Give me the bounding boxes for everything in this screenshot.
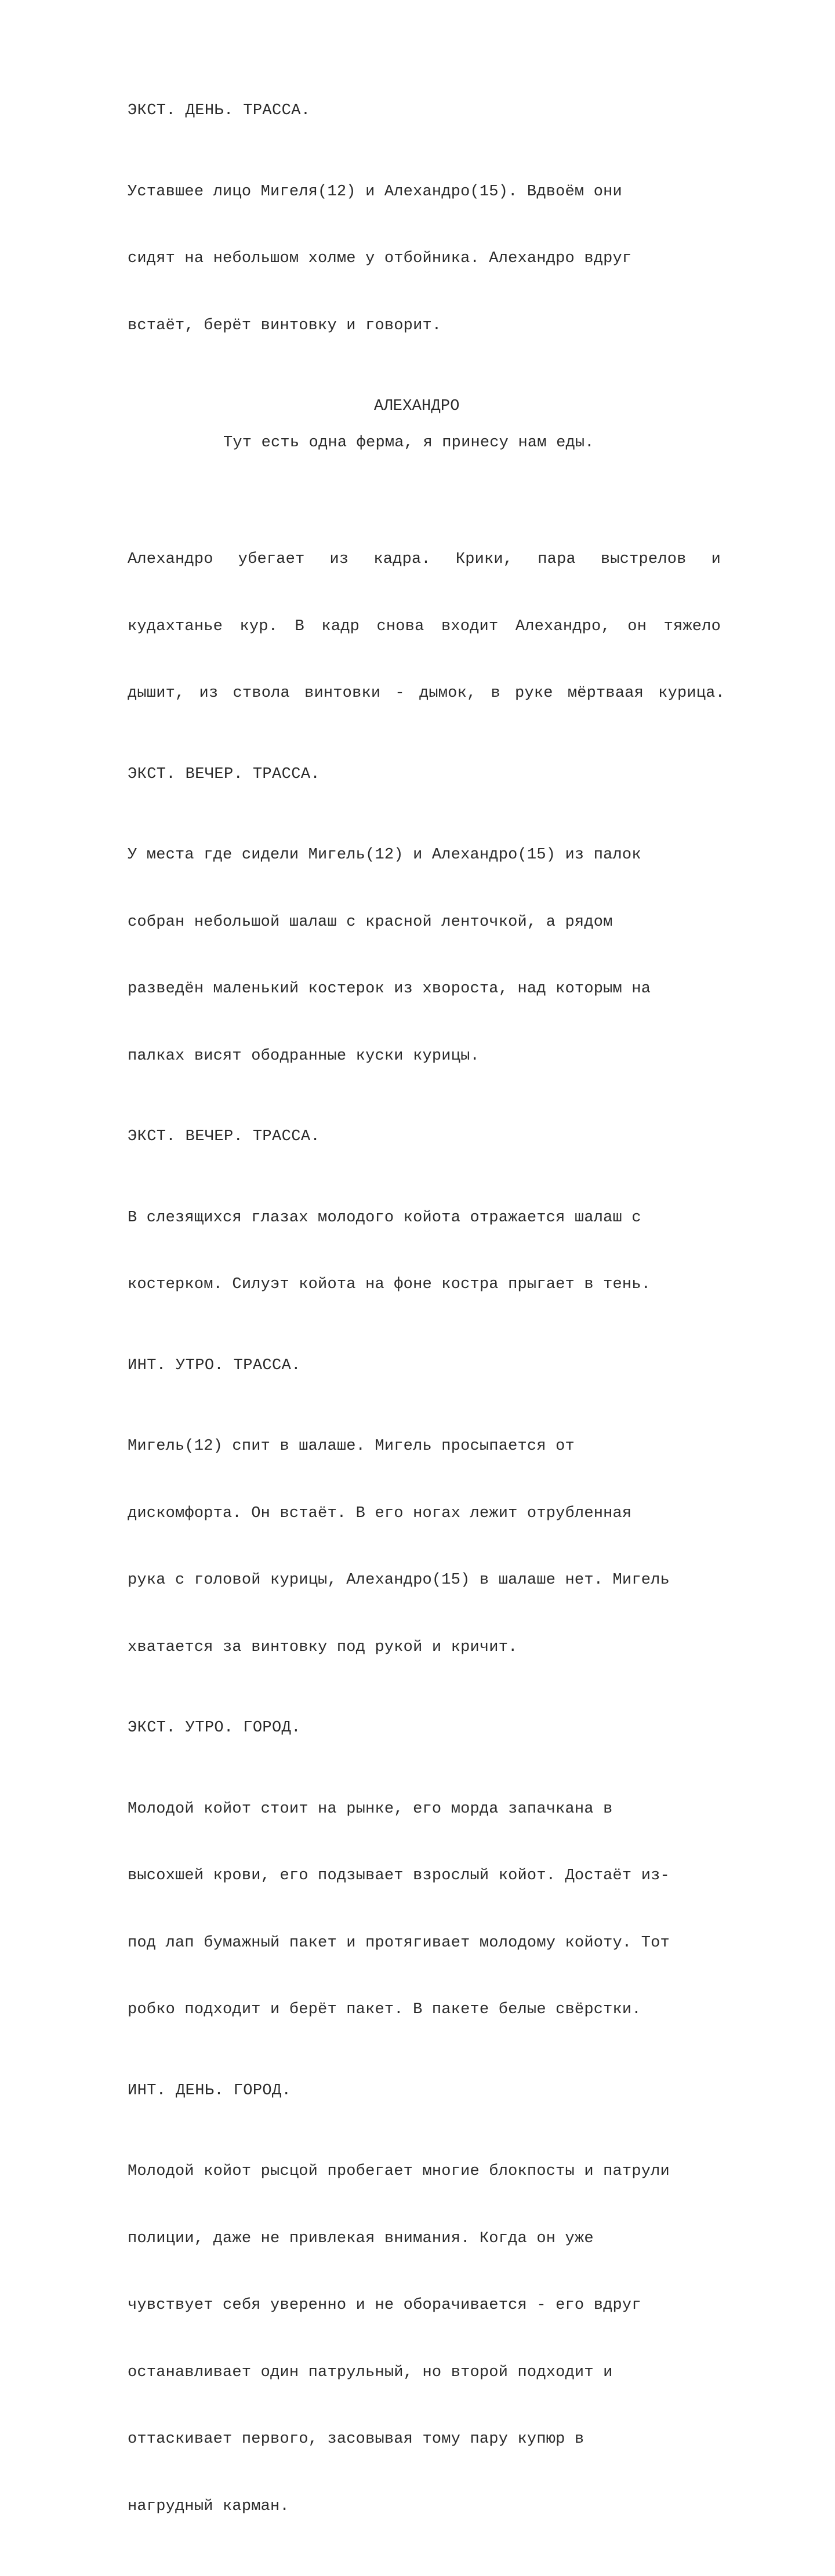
action-line: нагрудный карман. bbox=[128, 2497, 289, 2515]
action-line: высохшей крови, его подзывает взрослый койот. Достаёт из- bbox=[128, 1867, 670, 1884]
action-line: чувствует себя уверенно и не оборачивается - его вдруг bbox=[128, 2297, 641, 2314]
action-line: дискомфорта. Он встаёт. В его ногах лежит отрубленная bbox=[128, 1504, 632, 1522]
scene-heading: ЭКСТ. ВЕЧЕР. ТРАССА. bbox=[128, 765, 321, 783]
action-paragraph bbox=[128, 1162, 731, 1341]
action-line: останавливает один патрульный, но второй подходит и bbox=[128, 2363, 613, 2381]
action-line: Алехандро убегает из кадра. Крики, пара выстрелов и bbox=[128, 551, 721, 568]
action-paragraph bbox=[128, 1391, 731, 1703]
action-paragraph bbox=[128, 504, 731, 749]
action-line: Молодой койот рысцой пробегает многие блокпосты и патрули bbox=[128, 2163, 670, 2180]
action-paragraph bbox=[128, 799, 731, 1112]
action-line: собран небольшой шалаш с красной ленточкой, а рядом bbox=[128, 913, 613, 931]
scene-heading: ЭКСТ. УТРО. ГОРОД. bbox=[128, 1719, 301, 1737]
action-line: рука с головой курицы, Алехандро(15) в шалаше нет. Мигель bbox=[128, 1571, 670, 1589]
action-line: Молодой койот стоит на рынке, его морда запачкана в bbox=[128, 1800, 613, 1818]
screenplay-body bbox=[128, 100, 731, 2576]
action-line: костерком. Силуэт койота на фоне костра прыгает в тень. bbox=[128, 1276, 651, 1293]
action-line: разведён маленький костерок из хвороста, над которым на bbox=[128, 980, 651, 998]
action-line: сидят на небольшом холме у отбойника. Алехандро вдруг bbox=[128, 250, 632, 267]
action-line: оттаскивает первого, засовывая тому пару купюр в bbox=[128, 2431, 584, 2448]
action-line: кудахтанье кур. В кадр снова входит Алехандро, он тяжело bbox=[128, 617, 721, 635]
action-line: Мигель(12) спит в шалаше. Мигель просыпается от bbox=[128, 1438, 575, 1455]
action-line: У места где сидели Мигель(12) и Алехандро(15) из палок bbox=[128, 846, 641, 864]
scene-heading: ИНТ. ДЕНЬ. ГОРОД. bbox=[128, 2082, 292, 2100]
action-line: Уставшее лицо Мигеля(12) и Алехандро(15). Вдвоём они bbox=[128, 183, 622, 201]
action-line: встаёт, берёт винтовку и говорит. bbox=[128, 316, 442, 334]
action-line: под лап бумажный пакет и протягивает молодому койоту. Тот bbox=[128, 1934, 670, 1952]
action-paragraph bbox=[128, 1753, 731, 2066]
action-line: хватается за винтовку под рукой и кричит. bbox=[128, 1638, 518, 1656]
action-paragraph bbox=[128, 2116, 731, 2562]
scene-heading: ЭКСТ. ВЕЧЕР. ТРАССА. bbox=[128, 1128, 321, 1145]
action-paragraph bbox=[128, 136, 731, 382]
action-line: полиции, даже не привлекая внимания. Когда он уже bbox=[128, 2229, 594, 2247]
scene-heading: ИНТ. УТРО. ТРАССА. bbox=[128, 1356, 301, 1374]
character-name: АЛЕХАНДРО bbox=[374, 398, 460, 415]
dialogue-line: Тут есть одна ферма, я принесу нам еды. bbox=[223, 434, 594, 452]
action-line: палках висят ободранные куски курицы. bbox=[128, 1047, 480, 1065]
action-line: дышит, из ствола винтовки - дымок, в руке мёртваая курица. bbox=[128, 685, 725, 702]
scene-heading: ЭКСТ. ДЕНЬ. ТРАССА. bbox=[128, 102, 311, 119]
action-line: робко подходит и берёт пакет. В пакете белые свёрстки. bbox=[128, 2001, 641, 2018]
action-line: В слезящихся глазах молодого койота отражается шалаш с bbox=[128, 1209, 641, 1227]
